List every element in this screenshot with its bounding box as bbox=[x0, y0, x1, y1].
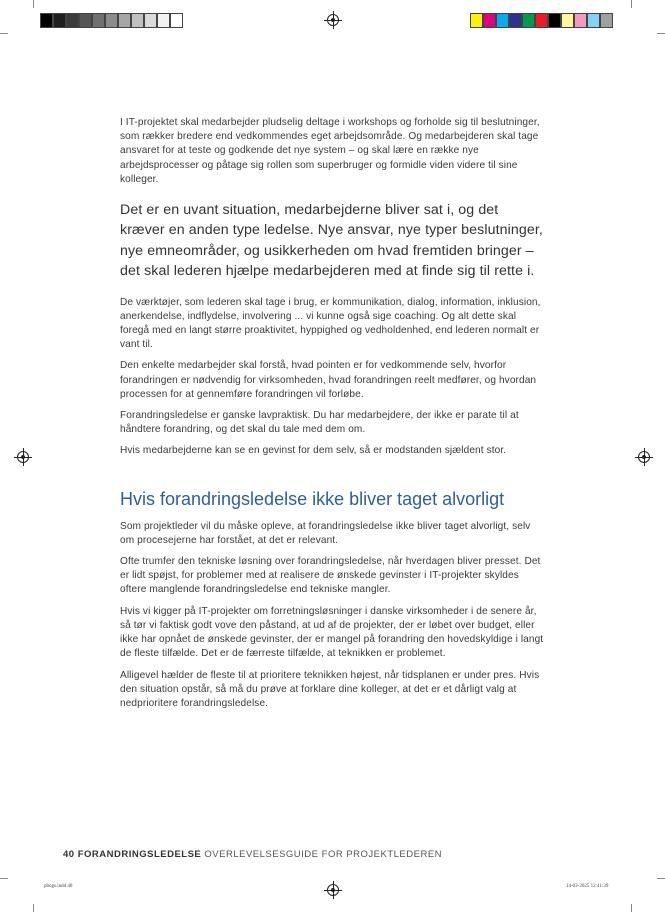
color-swatch bbox=[92, 13, 105, 28]
paragraph-9: Alligevel hælder de fleste til at prioritere teknikken højest, når tidsplanen er under pres. Hvis den situation opstår, så må du prøve at forklare dine kolleger, at det er et dårligt valg at nedprioritere forandringsledelse. bbox=[120, 669, 540, 709]
color-swatch bbox=[53, 13, 66, 28]
color-swatch bbox=[170, 13, 183, 28]
footer-section: FORANDRINGSLEDELSE bbox=[77, 849, 202, 860]
crop-mark-bottom-left-h bbox=[0, 878, 8, 879]
footer-book-title: OVERLEVELSESGUIDE FOR PROJEKTLEDEREN bbox=[204, 849, 443, 860]
section-heading: Hvis forandringsledelse ikke bliver taget alvorligt bbox=[120, 488, 505, 509]
crop-mark-top-right bbox=[631, 0, 632, 8]
color-swatch bbox=[40, 13, 53, 28]
color-swatch bbox=[483, 13, 496, 28]
paragraph-5: Hvis medarbejderne kan se en gevinst for dem selv, så er modstanden sjældent stor. bbox=[120, 445, 507, 457]
color-swatch bbox=[118, 13, 131, 28]
crop-mark-top-left-h bbox=[0, 33, 8, 34]
color-swatch bbox=[587, 13, 600, 28]
color-swatch bbox=[66, 13, 79, 28]
process-color-bar bbox=[470, 13, 613, 28]
color-swatch bbox=[561, 13, 574, 28]
page-body bbox=[120, 116, 545, 711]
grayscale-color-bar bbox=[40, 13, 183, 28]
paragraph-2: De værktøjer, som lederen skal tage i brug, er kommunikation, dialog, information, inklusion, anerkendelse, indflydelse, involvering ... vi kunne også sige coaching. Og alt dette skal foregå med en langt større proaktivitet, hyppighed og vedholdenhed, end lederen normalt er vant til. bbox=[120, 296, 541, 351]
paragraph-3: Den enkelte medarbejder skal forstå, hvad pointen er for vedkommende selv, hvorfor forandringen er nødvendig for virksomheden, hvad forandringen reelt medfører, og hvordan processen for at gennemføre forandringen vil forløbe. bbox=[120, 360, 537, 400]
paragraph-6: Som projektleder vil du måske opleve, at forandringsledelse ikke bliver taget alvorligt, selv om procesejerne har forstået, at det er relevant. bbox=[120, 520, 531, 546]
color-swatch bbox=[574, 13, 587, 28]
registration-mark-bottom-icon bbox=[327, 884, 339, 896]
paragraph-1: I IT-projektet skal medarbejder pludselig deltage i workshops og forholde sig til beslutninger, som rækker bredere end vedkommendes eget arbejdsområde. Og medarbejderen skal tage ansvaret for at teste og godkende det nye system – og skal lære en række nye arbejdsprocesser og påtage sig rollen som superbruger og formidle viden videre til sine kolleger. bbox=[120, 117, 540, 185]
color-swatch bbox=[144, 13, 157, 28]
lead-paragraph: Det er en uvant situation, medarbejderne bliver sat i, og det kræver en anden type ledelse. Nye ansvar, nye typer beslutninger, nye emneområder, og usikkerheden om hvad fremtiden bringer – det skal lederen hjælpe medarbejderen med at finde sig til rette i. bbox=[120, 202, 543, 280]
color-swatch bbox=[600, 13, 613, 28]
color-swatch bbox=[105, 13, 118, 28]
color-swatch bbox=[509, 13, 522, 28]
paragraph-4: Forandringsledelse er ganske lavpraktisk. Du har medarbejdere, der ikke er parate til at håndtere forandring, og det skal du tale med dem om. bbox=[120, 410, 519, 436]
slug-timestamp: 14-03-2025 12:41:39 bbox=[566, 884, 609, 889]
color-swatch bbox=[79, 13, 92, 28]
color-swatch bbox=[535, 13, 548, 28]
color-swatch bbox=[548, 13, 561, 28]
crop-mark-top-right-h bbox=[657, 33, 665, 34]
paragraph-8: Hvis vi kigger på IT-projekter om forretningsløsninger i danske virksomheder i de senere år, så tør vi faktisk godt vove den påstand, at ud af de projekter, der er løbet over budget, eller ikke har opnået de ønskede gevinster, der er mangel på forandring den hovedskyldige i langt de fleste tilfælde. Det er de færreste tilfælde, at teknikken er problemet. bbox=[120, 605, 544, 660]
color-swatch bbox=[522, 13, 535, 28]
paragraph-7: Ofte trumfer den tekniske løsning over forandringsledelse, når hverdagen bliver presset. Det er lidt spøjst, for problemer med at realisere de ønskede gevinster i IT-projekter skyldes oftere manglende forandringsledelse end tekniske mangler. bbox=[120, 556, 541, 596]
page-number: 40 bbox=[63, 849, 75, 860]
color-swatch bbox=[470, 13, 483, 28]
slug-file: pbogs.indd 40 bbox=[44, 884, 73, 889]
registration-mark-right-icon bbox=[638, 451, 650, 463]
running-footer bbox=[63, 849, 442, 860]
crop-mark-bottom-right-h bbox=[657, 878, 665, 879]
registration-mark-left-icon bbox=[17, 451, 29, 463]
registration-mark-top-icon bbox=[327, 14, 339, 26]
color-swatch bbox=[496, 13, 509, 28]
color-swatch bbox=[157, 13, 170, 28]
crop-mark-bottom-left bbox=[33, 904, 34, 912]
crop-mark-bottom-right bbox=[631, 904, 632, 912]
color-swatch bbox=[131, 13, 144, 28]
crop-mark-top-left bbox=[33, 0, 34, 8]
